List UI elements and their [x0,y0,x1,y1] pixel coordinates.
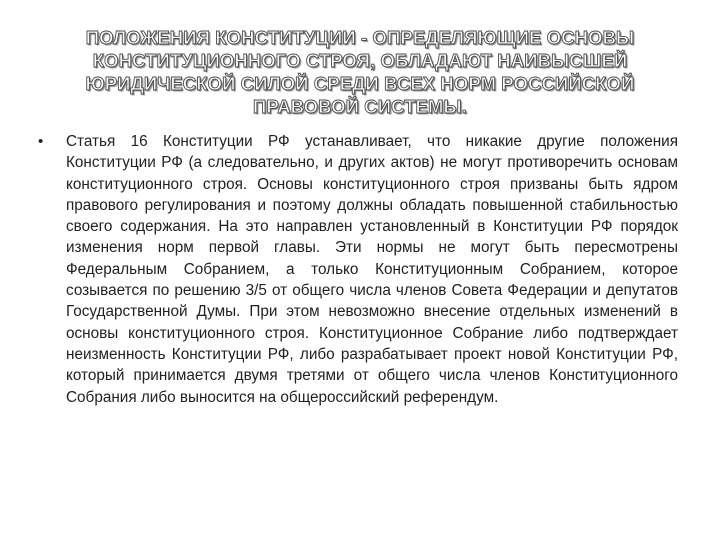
slide-title-line: ЮРИДИЧЕСКОЙ СИЛОЙ СРЕДИ ВСЕХ НОРМ РОССИЙСКОЙ [85,73,635,94]
slide-title-line: ПРАВОВОЙ СИСТЕМЫ. [253,96,467,117]
slide-title-line: КОНСТИТУЦИОННОГО СТРОЯ, ОБЛАДАЮТ НАИВЫСШЕЙ [92,50,628,71]
bullet-marker: • [38,133,44,150]
slide-title-line: ПОЛОЖЕНИЯ КОНСТИТУЦИИ - ОПРЕДЕЛЯЮЩИЕ ОСНОВЫ [85,27,635,48]
bullet-text: Статья 16 Конституции РФ устанавливает, что никакие другие положения Конституции РФ (а следовательно, и других актов) не могут противоречить основам конституционного строя. Основы конституционного строя призваны быть ядром правового регулирования и поэтому должны обладать повышенной стабильностью своего содержания. На это направлен установленный в Конституции РФ порядок изменения норм первой главы. Эти нормы не могут быть пересмотрены Федеральным Собранием, а только Конституционным Собранием, которое созывается по решению 3/5 от общего числа членов Совета Федерации и депутатов Государственной Думы. При этом невозможно внесение отдельных изменений в основы конституционного строя. Конституционное Собрание либо подтверждает неизменность Конституции РФ, либо разрабатывает проект новой Конституции РФ, который принимается двумя третями от общего числа членов Конституционного Собрания либо выносится на общероссийский референдум. [66,133,678,406]
slide-title [30,26,690,118]
